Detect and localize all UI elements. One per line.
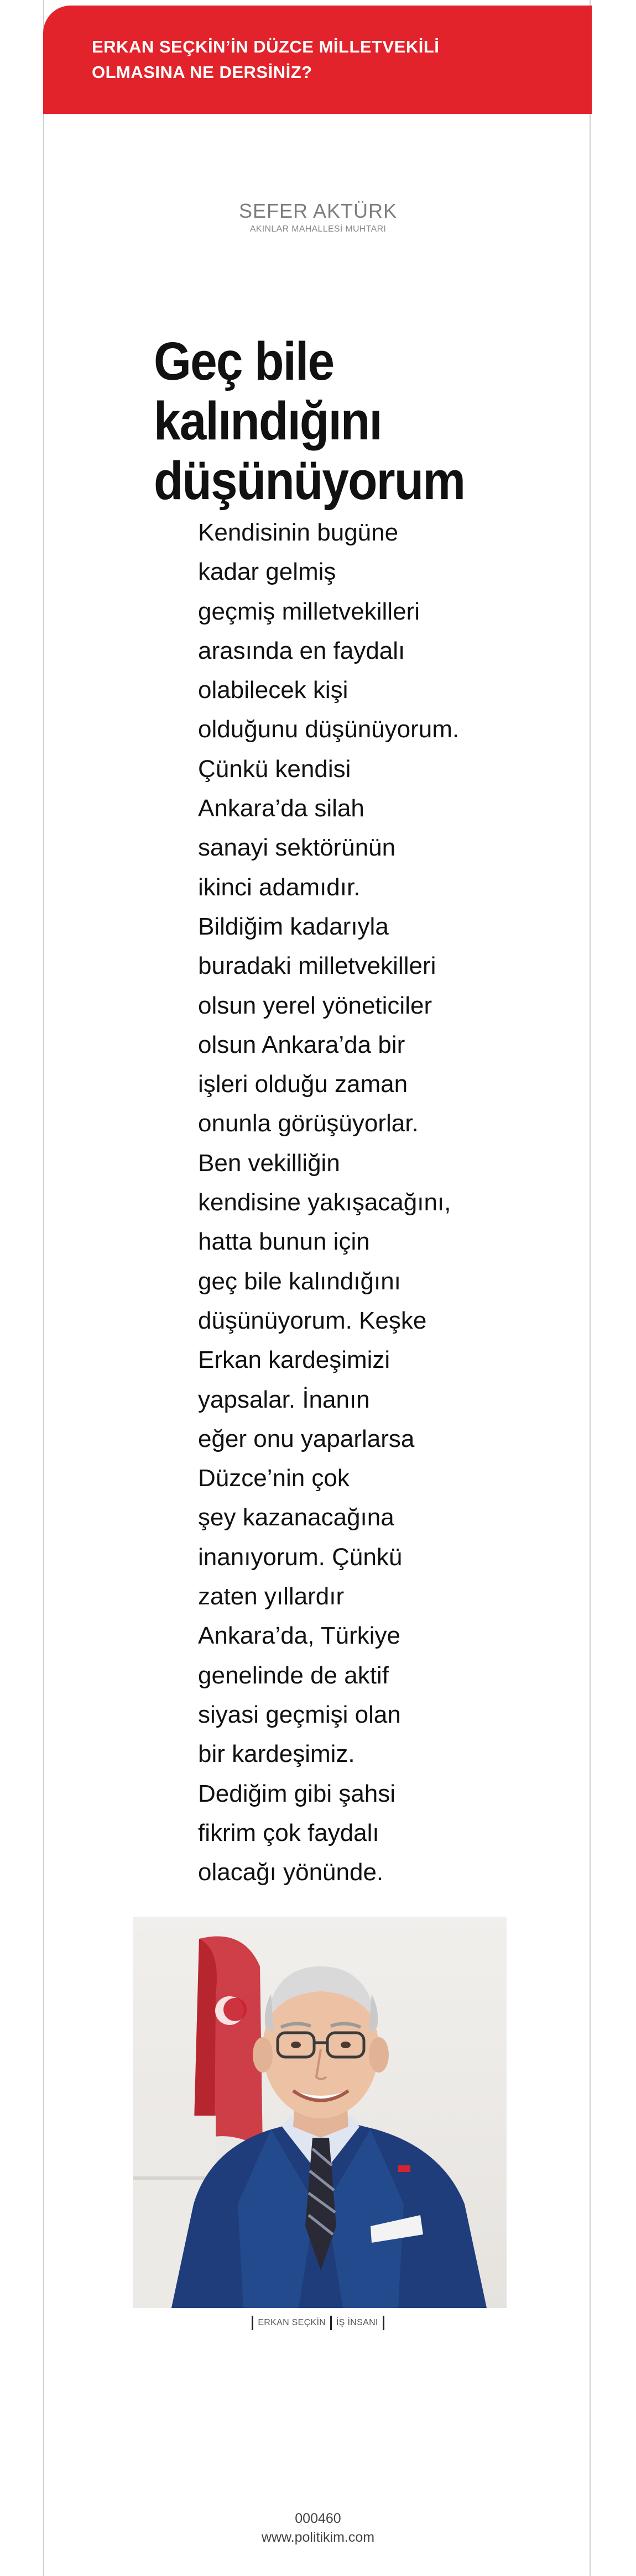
caption-role: İŞ İNSANI: [336, 2318, 378, 2327]
body-line: olacağı yönünde.: [198, 1859, 384, 1886]
body-line: olsun Ankara’da bir: [198, 1031, 405, 1058]
body-line: zaten yıllardır: [198, 1583, 345, 1610]
footer-url[interactable]: www.politikim.com: [261, 2530, 375, 2545]
body-line: bir kardeşimiz.: [198, 1740, 355, 1768]
body-line: Düzce’nin çok: [198, 1465, 350, 1492]
page-footer: [0, 2509, 636, 2547]
body-line: kadar gelmiş: [198, 558, 336, 586]
body-line: Ben vekilliğin: [198, 1149, 340, 1177]
caption-separator: [330, 2316, 332, 2330]
body-line: olsun yerel yöneticiler: [198, 991, 432, 1019]
body-line: onunla görüşüyorlar.: [198, 1110, 419, 1137]
body-line: kendisine yakışacağını,: [198, 1189, 451, 1216]
portrait-photo-icon: [133, 1917, 507, 2308]
caption-separator: [252, 2316, 253, 2330]
banner-line-1: ERKAN SEÇKİN’İN DÜZCE MİLLETVEKİLİ: [92, 37, 440, 56]
body-line: Ankara’da silah: [198, 795, 364, 822]
body-line: Erkan kardeşimizi: [198, 1346, 390, 1374]
byline: [0, 199, 636, 234]
body-line: şey kazanacağına: [198, 1504, 394, 1531]
body-line: hatta bunun için: [198, 1228, 370, 1256]
body-line: arasında en faydalı: [198, 637, 405, 664]
caption-name: ERKAN SEÇKİN: [258, 2318, 326, 2327]
author-name: SEFER AKTÜRK: [238, 200, 398, 222]
body-line: inanıyorum. Çünkü: [198, 1543, 403, 1571]
body-line: geç bile kalındığını: [198, 1267, 401, 1295]
body-line: eğer onu yaparlarsa: [198, 1425, 415, 1452]
headline-line: kalındığını: [154, 391, 382, 451]
article-body: [198, 513, 486, 1892]
body-line: ikinci adamıdır.: [198, 873, 361, 901]
body-line: Ankara’da, Türkiye: [198, 1622, 401, 1650]
body-line: işleri olduğu zaman: [198, 1071, 408, 1098]
body-line: geçmiş milletvekilleri: [198, 597, 420, 625]
body-line: Kendisinin bugüne: [198, 519, 399, 546]
body-line: buradaki milletvekilleri: [198, 952, 436, 980]
photo-caption: [0, 2316, 636, 2330]
caption-separator: [383, 2316, 384, 2330]
body-line: Çünkü kendisi: [198, 755, 351, 783]
author-title: AKINLAR MAHALLESİ MUHTARI: [249, 224, 387, 234]
body-line: olabilecek kişi: [198, 676, 348, 704]
footer-code: 000460: [295, 2511, 341, 2526]
headline-line: düşünüyorum: [154, 450, 465, 511]
headline-line: Geç bile: [154, 331, 334, 391]
body-line: siyasi geçmişi olan: [198, 1701, 401, 1728]
body-line: genelinde de aktif: [198, 1661, 389, 1689]
portrait-illustration: [133, 1917, 507, 2308]
body-line: fikrim çok faydalı: [198, 1819, 379, 1846]
headline: [154, 332, 502, 511]
body-line: Bildiğim kadarıyla: [198, 912, 389, 940]
body-line: düşünüyorum. Keşke: [198, 1307, 427, 1334]
body-line: Dediğim gibi şahsi: [198, 1780, 396, 1807]
banner-line-2: OLMASINA NE DERSİNİZ?: [92, 62, 312, 82]
body-line: sanayi sektörünün: [198, 834, 396, 862]
body-line: yapsalar. İnanın: [198, 1386, 370, 1413]
body-line: olduğunu düşünüyorum.: [198, 716, 460, 743]
question-banner: [43, 6, 592, 114]
